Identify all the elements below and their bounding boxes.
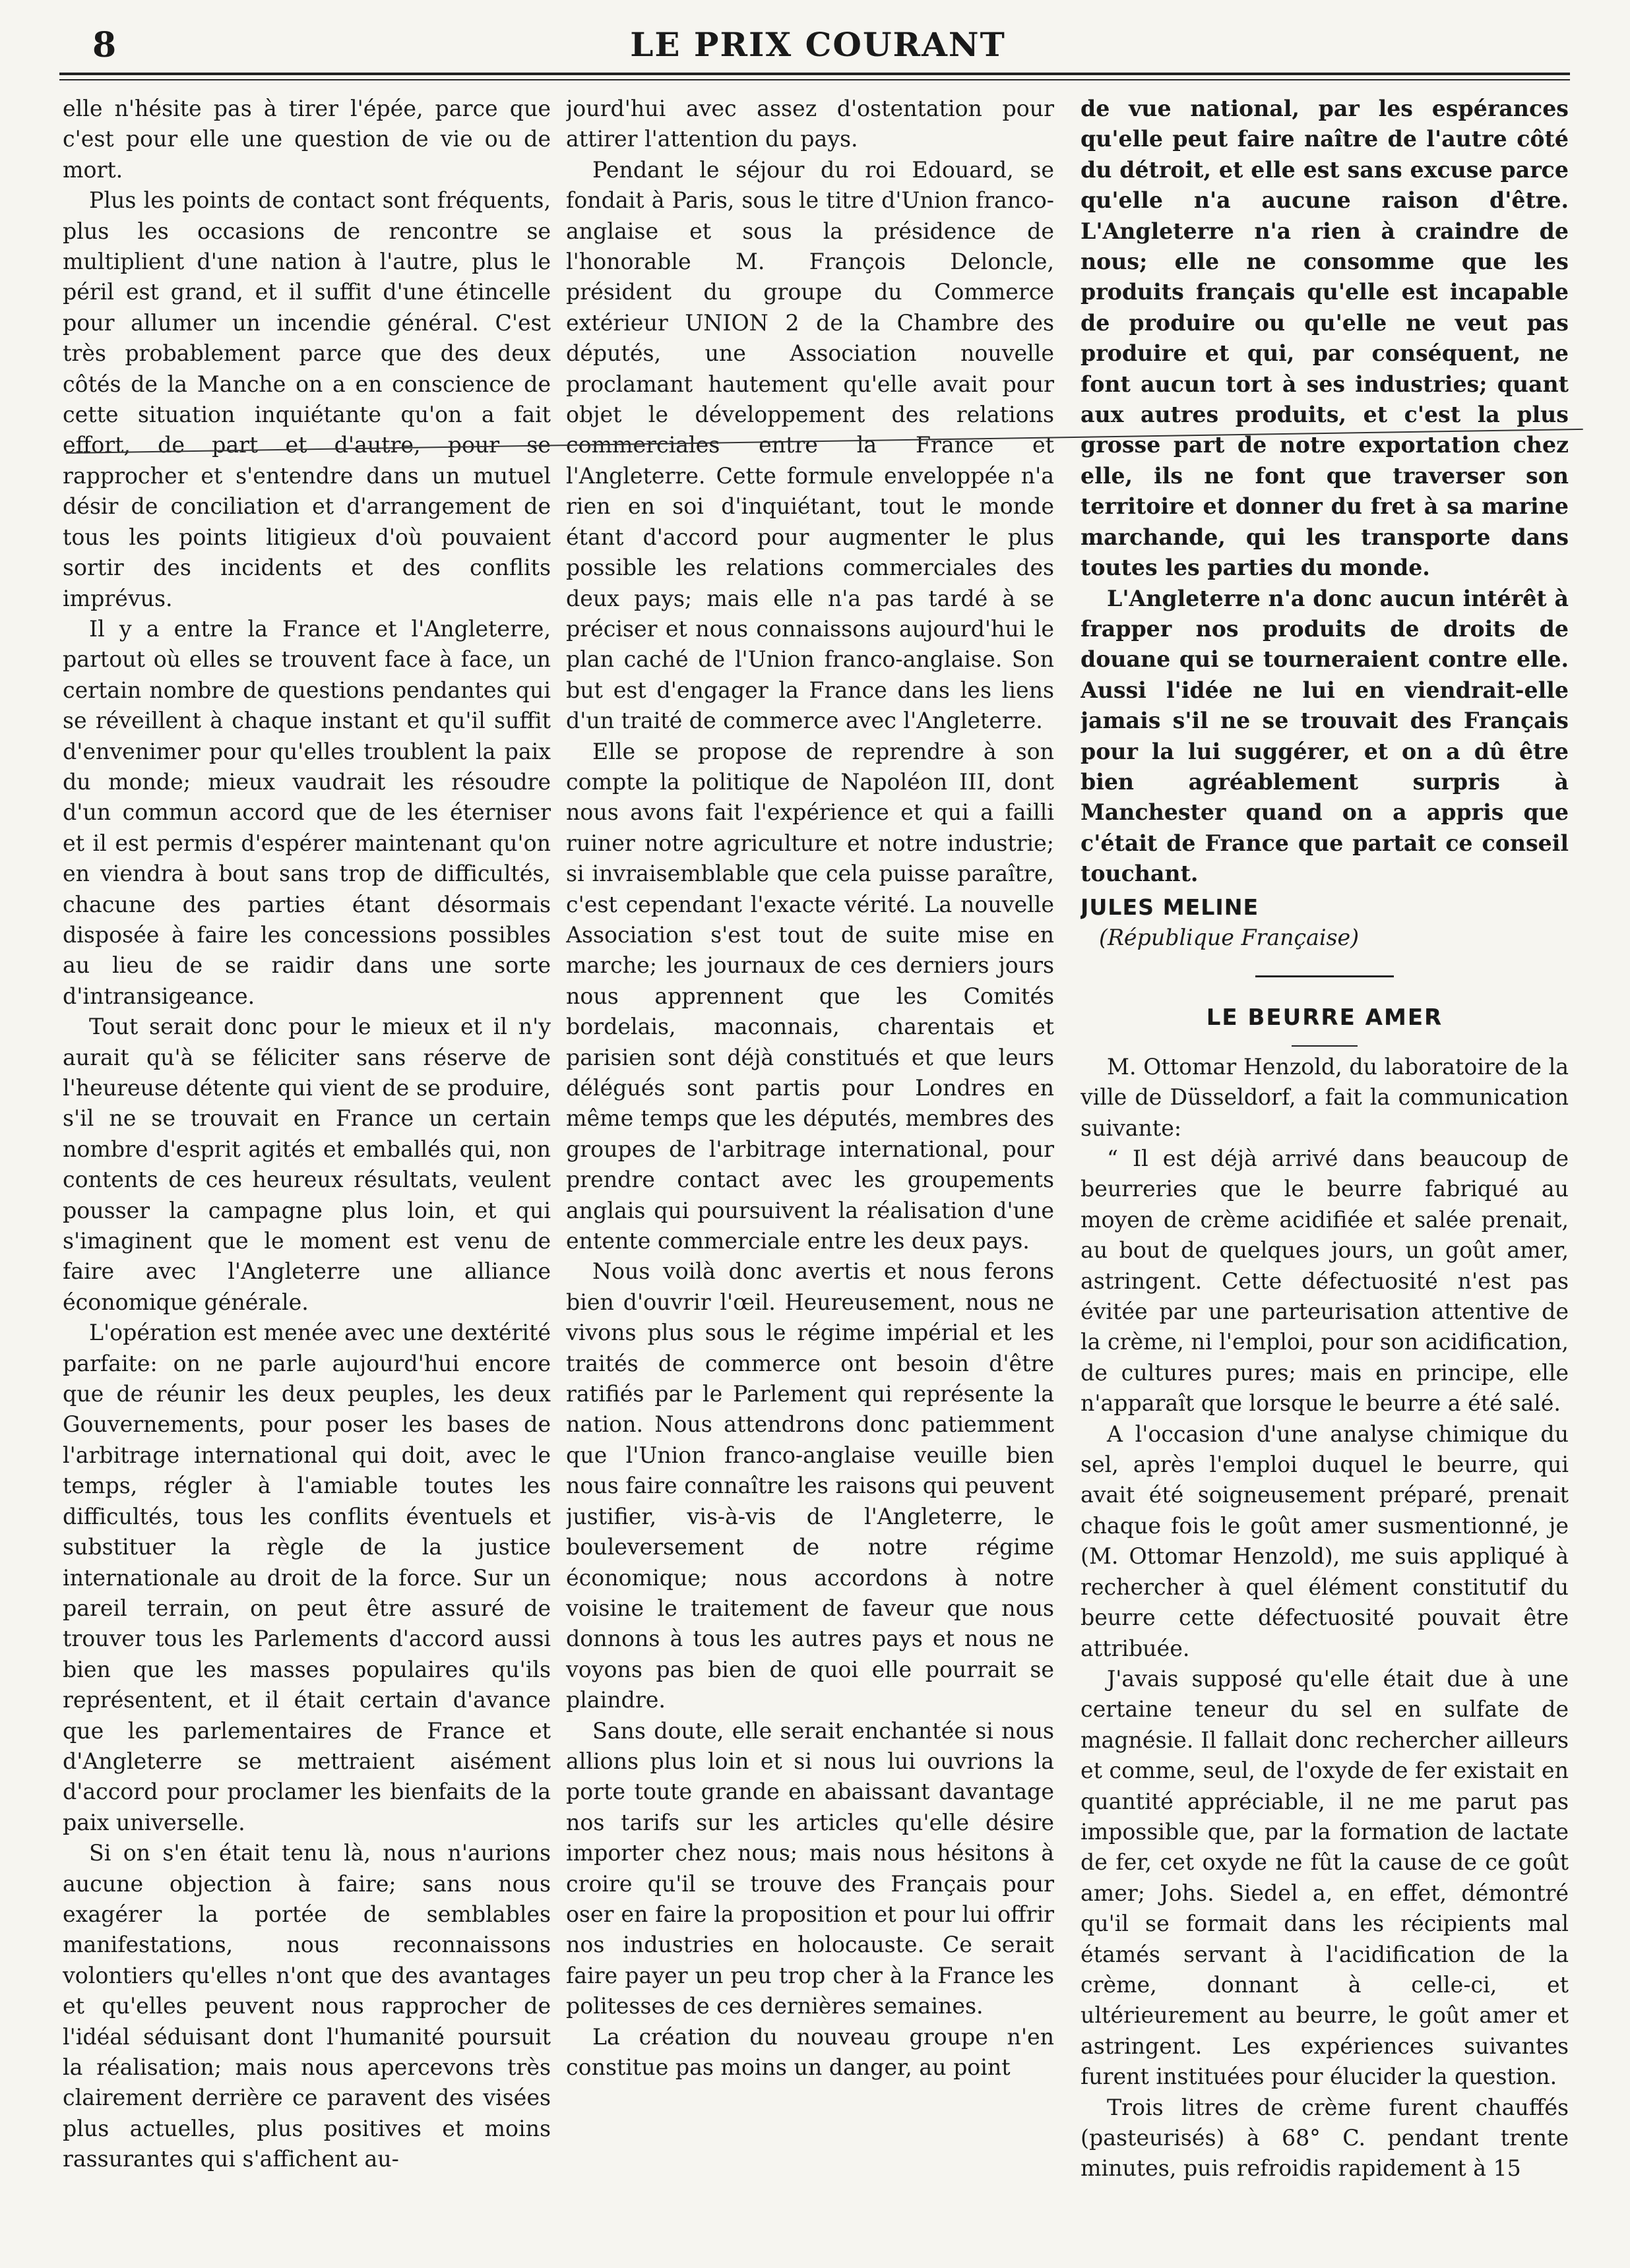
header-rule [59,73,1570,75]
paragraph: Si on s'en était tenu là, nous n'aurions aucune objection à faire; sans nous exagérer la portée de semblables manifestations, nous reconnaissons volontiers qu'elles n'ont que des avantages et qu'elles peuvent nous rapprocher de l'idéal séduisant dont l'humanité poursuit la réalisation; mais nous apercevons très clairement derrière ce paravent des visées plus actuelles, plus positives et moins rassurantes qui s'affichent au- [63,1840,551,2172]
paragraph: de vue national, par les espérances qu'elle peut faire naître de l'autre côté du détroit, et elle est sans excuse parce qu'elle n'a aucune raison d'être. L'Angleterre n'a rien à craindre de nous; elle ne consomme que les produits français qu'elle est incapable de produire ou qu'elle ne veut pas produire et qui, par conséquent, ne font aucun tort à ses industries; quant aux autres produits, et c'est la plus grosse part de notre exportation chez elle, ils ne font que traverser son territoire et donner du fret à sa marine marchande, qui les transporte dans toutes les parties du monde. [1081,96,1569,581]
paragraph: J'avais supposé qu'elle était due à une certaine teneur du sel en sulfate de magnésie. Il fallait donc rechercher ailleurs et comme, seul, de l'oxyde de fer existait en quantité appréciable, il ne me parut pas impossible que, par la formation de lactate de fer, cet oxyde ne fût la cause de ce goût amer; Johs. Siedel a, en effet, démontré qu'il se formait dans les récipients mal étamés servant à l'acidification de la crème, donnant à celle-ci, et ultérieurement au beurre, le goût amer et astringent. Les expériences suivantes furent instituées pour élucider la question. [1081,1665,1569,2090]
paragraph: Tout serait donc pour le mieux et il n'y aurait qu'à se féliciter sans réserve de l'heureuse détente qui vient de se produire, s'il ne se trouvait en France un certain nombre d'esprit agités et emballés qui, non contents de ces heureux résultats, veulent pousser la campagne plus loin, et qui s'imaginent que le moment est venu de faire avec l'Angleterre une alliance économique générale. [63,1014,551,1315]
author-signature: JULES MELINE [1081,894,1259,920]
paragraph: Nous voilà donc avertis et nous ferons bien d'ouvrir l'œil. Heureusement, nous ne vivons plus sous le régime impérial et les traités de commerce ont besoin d'être ratifiés par le Parlement qui représente la nation. Nous attendrons donc patiemment que l'Union franco-anglaise veuille bien nous faire connaître les raisons qui peuvent justifier, vis-à-vis de l'Angleterre, le bouleversement de notre régime économique; nous accordons à notre voisine le traitement de faveur que nous donnons à tous les autres pays et nous ne voyons pas bien de quoi elle pourrait se plaindre. [566,1258,1054,1713]
column-2 [566,94,1054,2250]
section-separator [1255,975,1394,977]
paragraph: Il y a entre la France et l'Angleterre, partout où elles se trouvent face à face, un certain nombre de questions pendantes qui se réveillent à chaque instant et qu'il suffit d'envenimer pour qu'elles troublent la paix du monde; mieux vaudrait les résoudre d'un commun accord que de les éterniser et il est permis d'espérer maintenant qu'on en viendra à bout sans trop de difficultés, chacune des parties étant désormais disposée à faire les concessions possibles au lieu de se raidir dans une sorte d'intransigeance. [63,615,551,1009]
paragraph: jourd'hui avec assez d'ostentation pour attirer l'attention du pays. [566,96,1054,152]
title-rule [1292,1045,1358,1047]
paragraph: L'Angleterre n'a donc aucun intérêt à frapper nos produits de droits de douane qui se tourneraient contre elle. Aussi l'idée ne lui en viendrait-elle jamais s'il ne se trouvait des Français pour la lui suggérer, et on a dû être bien agréablement surpris à Manchester quand on a appris que c'était de France que partait ce conseil touchant. [1081,585,1569,887]
column-3 [1081,94,1569,2250]
paragraph: Plus les points de contact sont fréquents, plus les occasions de rencontre se multiplient d'une nation à l'autre, plus le péril est grand, et il suffit d'une étincelle pour allumer un incendie général. C'est très probablement parce que des deux côtés de la Manche on a en conscience de cette situation inquiétante qu'on a fait effort, de part et d'autre, pour se rapprocher et s'entendre dans un mutuel désir de conciliation et d'arrangement de tous les points litigieux d'où pouvaient sortir des incidents et des conflits imprévus. [63,187,551,611]
paragraph: A l'occasion d'une analyse chimique du sel, après l'emploi duquel le beurre, qui avait été soigneusement préparé, prenait chaque fois le goût amer susmentionné, je (M. Ottomar Henzold), me suis appliqué à rechercher à quel élément constitutif du beurre cette défectuosité pouvait être attribuée. [1081,1421,1569,1661]
page-header [59,20,1577,99]
page-number: 8 [92,25,117,65]
paragraph: Trois litres de crème furent chauffés (pasteurisés) à 68° C. pendant trente minutes, puis refroidis rapidement à 15 [1081,2094,1569,2182]
paragraph: M. Ottomar Henzold, du laboratoire de la ville de Düsseldorf, a fait la communication suivante: [1081,1053,1569,1141]
journal-title: LE PRIX COURANT [630,25,1006,64]
source-citation: (République Française) [1099,924,1360,950]
paragraph: Pendant le séjour du roi Edouard, se fondait à Paris, sous le titre d'Union franco-anglaise et sous la présidence de l'honorable M. François Deloncle, président du groupe du Commerce extérieur UNION 2 de la Chambre des députés, une Association nouvelle proclamant hautement qu'elle avait pour objet le développement des relations commerciales entre la France et l'Angleterre. Cette formule enveloppée n'a rien en soi d'inquiétant, tout le monde étant d'accord pour augmenter le plus possible les relations commerciales des deux pays; mais elle n'a pas tardé à se préciser et nous connaissons aujourd'hui le plan caché de l'Union franco-anglaise. Son but est d'engager la France dans les liens d'un traité de commerce avec l'Angleterre. [566,156,1054,734]
paragraph: La création du nouveau groupe n'en constitue pas moins un danger, au point [566,2023,1054,2080]
section-title: LE BEURRE AMER [1206,1004,1443,1031]
paragraph: Elle se propose de reprendre à son compte la politique de Napoléon III, dont nous avons fait l'expérience et qui a failli ruiner notre agriculture et notre industrie; si invraisemblable que cela puisse paraître, c'est cependant l'exacte vérité. La nouvelle Association s'est tout de suite mise en marche; les journaux de ces derniers jours nous apprennent que les Comités bordelais, maconnais, charentais et parisien sont déjà constitués et que leurs délégués sont partis pour Londres en même temps que les députés, membres des groupes de l'arbitrage international, pour prendre contact avec les groupements anglais qui poursuivent la réalisation d'une entente commerciale entre les deux pays. [566,738,1054,1254]
paragraph: elle n'hésite pas à tirer l'épée, parce que c'est pour elle une question de vie ou de mort. [63,96,551,183]
paragraph: “ Il est déjà arrivé dans beaucoup de beurreries que le beurre fabriqué au moyen de crème acidifiée et salée prenait, au bout de quelques jours, un goût amer, astringent. Cette défectuosité n'est pas évitée par une parteurisation attentive de la crème, ni l'emploi, pour son acidification, de cultures pures; mais en principe, elle n'apparaît que lorsque le beurre a été salé. [1081,1146,1569,1417]
paragraph: Sans doute, elle serait enchantée si nous allions plus loin et si nous lui ouvrions la porte toute grande en abaissant davantage nos tarifs sur les articles qu'elle désire importer chez nous; mais nous hésitons à croire qu'il se trouve des Français pour oser en faire la proposition et pour lui offrir nos industries en holocauste. Ce serait faire payer un peu trop cher à la France les politesses de ces dernières semaines. [566,1717,1054,2019]
paragraph: L'opération est menée avec une dextérité parfaite: on ne parle aujourd'hui encore que de réunir les deux peuples, les deux Gouvernements, pour poser les bases de l'arbitrage international qui doit, avec le temps, régler à l'amiable toutes les difficultés, tous les conflits éventuels et substituer la règle de la justice internationale au droit de la force. Sur un pareil terrain, on peut être assuré de trouver tous les Parlements d'accord aussi bien que les masses populaires qu'ils représentent, et il était certain d'avance que les parlementaires de France et d'Angleterre se mettraient aisément d'accord pour proclamer les bienfaits de la paix universelle. [63,1320,551,1835]
header-rule-thin [59,79,1570,80]
column-1 [63,94,551,2250]
